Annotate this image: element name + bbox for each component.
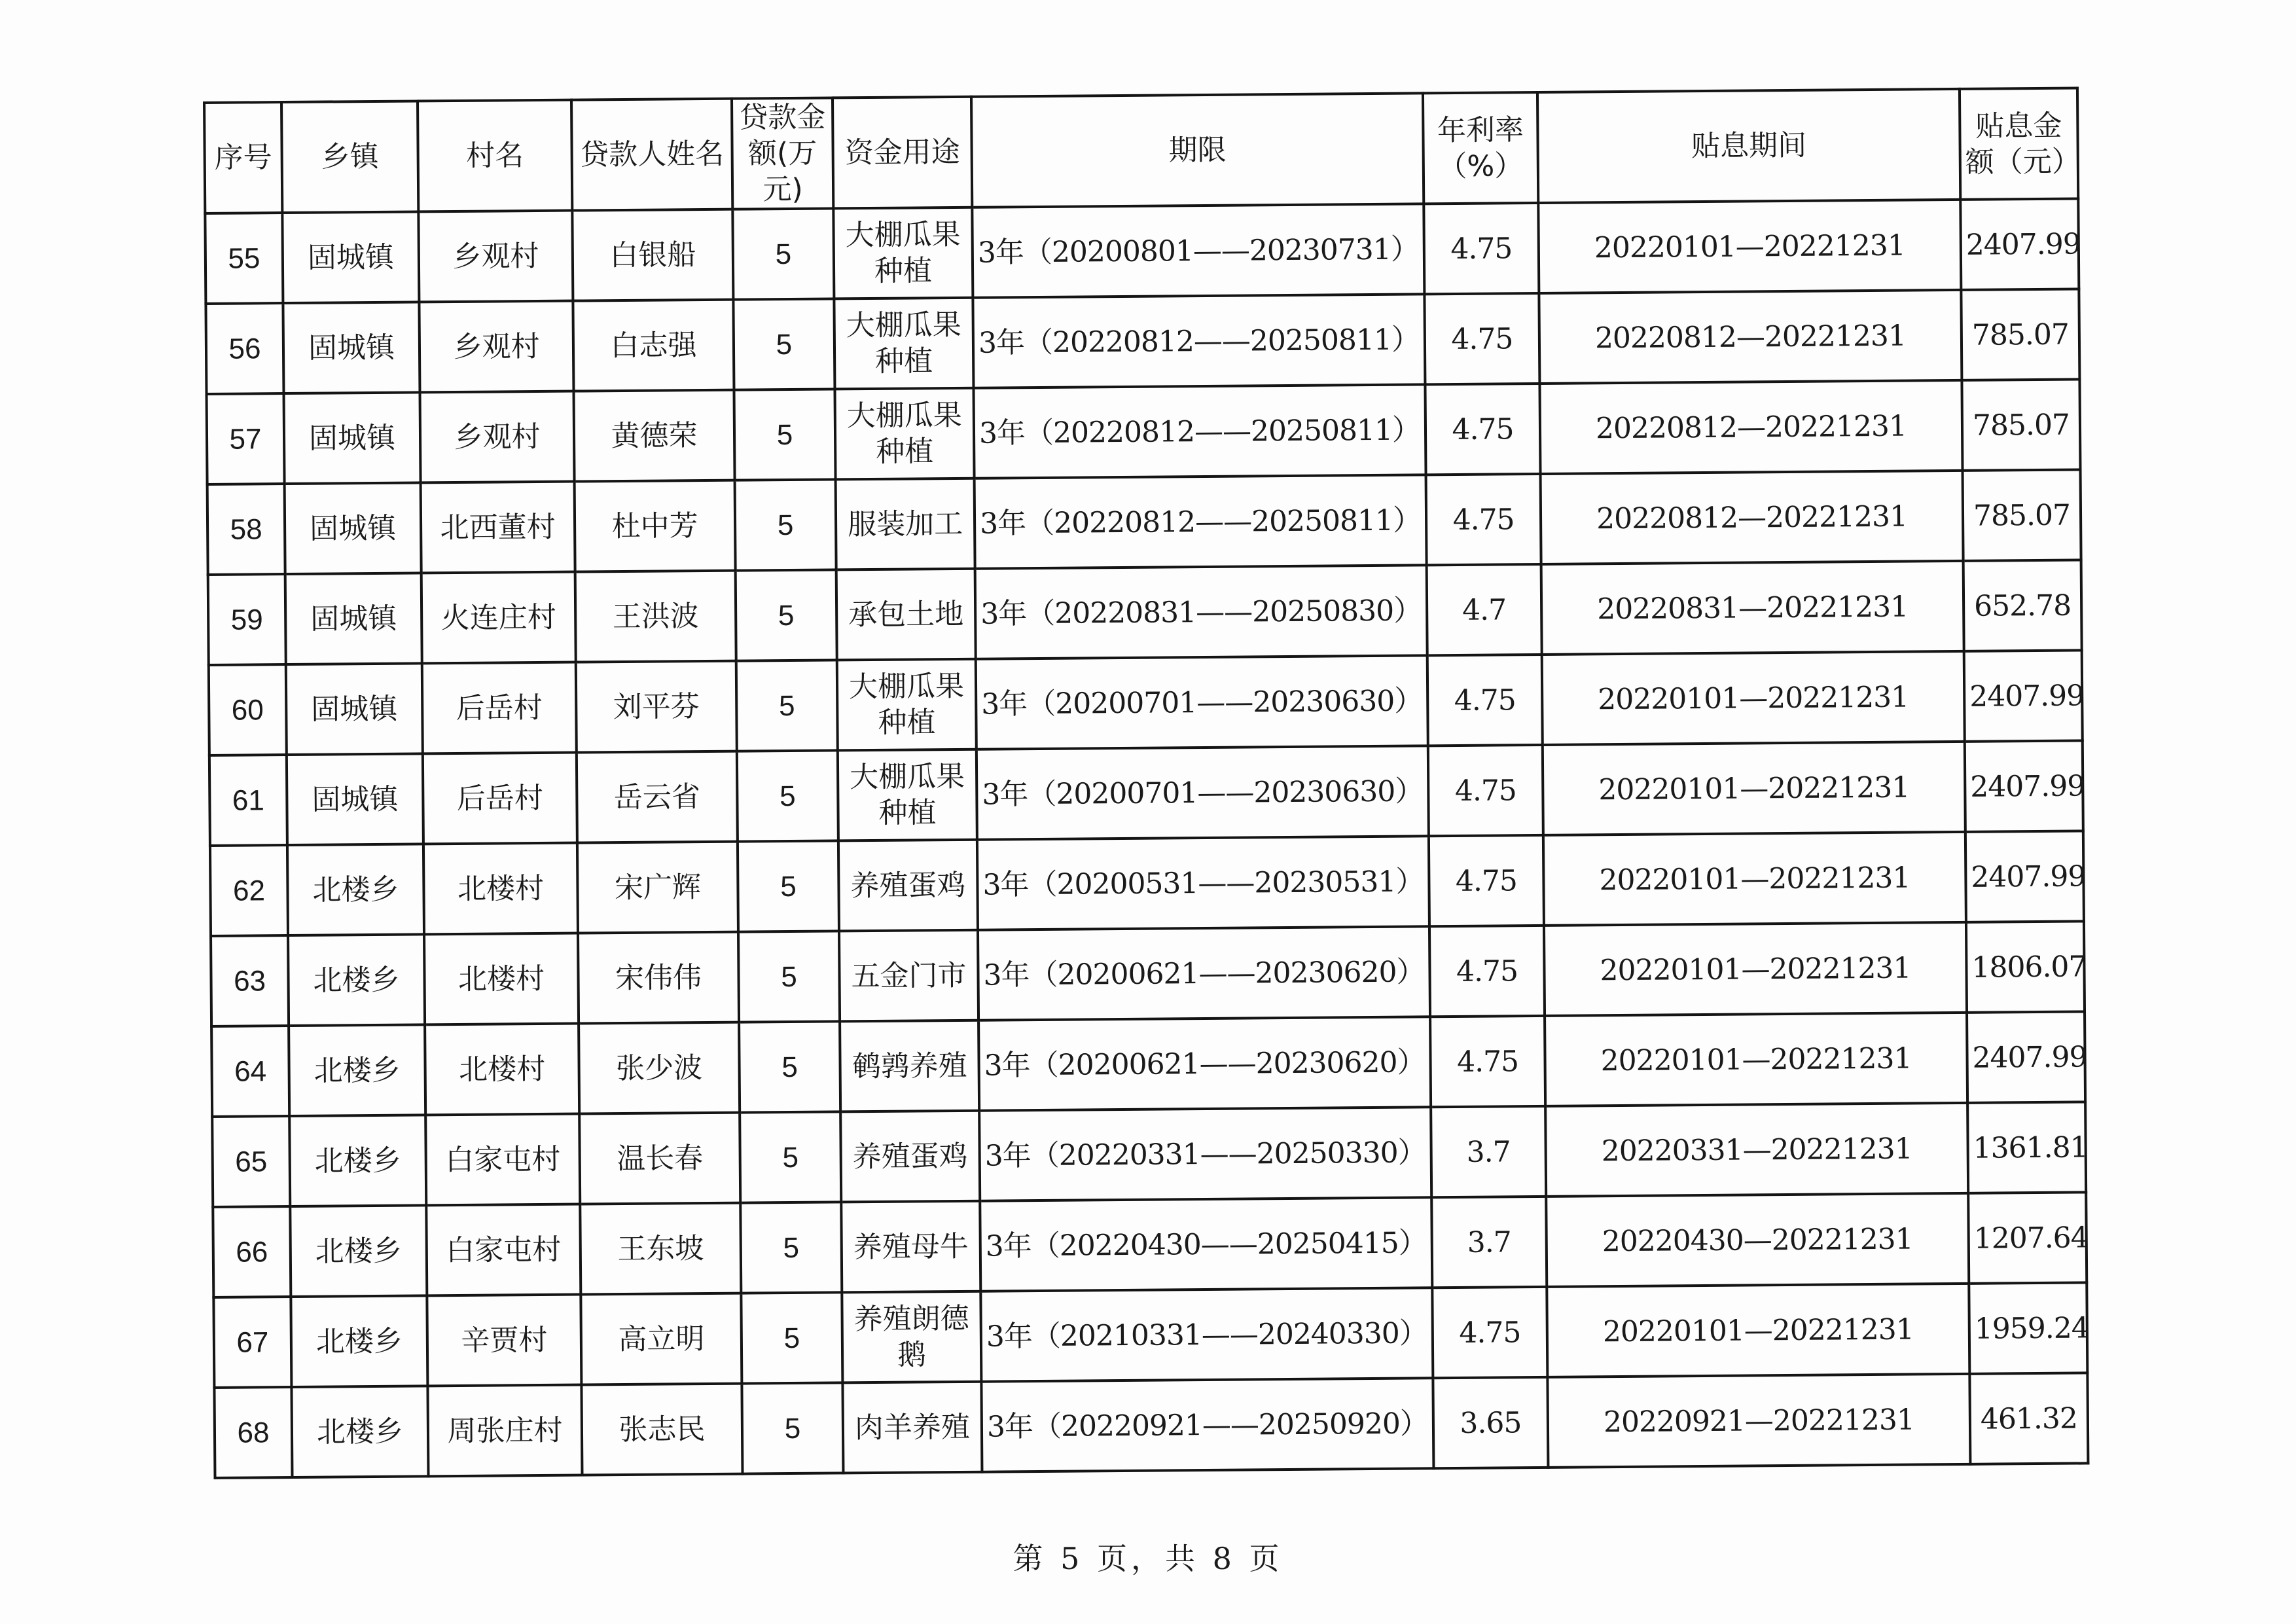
table-row: [214, 1373, 2088, 1477]
cell-borrower: 刘平芬: [576, 661, 737, 753]
cell-seq: 55: [205, 213, 283, 304]
cell-amount: 5: [736, 569, 837, 660]
cell-village: 乡观村: [420, 391, 575, 483]
cell-term: 3年（20220430——20250415）: [980, 1197, 1432, 1291]
cell-subsidy-amount: 461.32: [1969, 1373, 2088, 1464]
table-row: [206, 289, 2079, 393]
cell-subsidy-amount: 2407.99: [1964, 650, 2083, 741]
cell-town: 北楼乡: [291, 1295, 427, 1387]
cell-borrower: 宋广辉: [577, 842, 738, 933]
cell-amount: 5: [742, 1382, 843, 1473]
table-row: [211, 921, 2085, 1026]
cell-town: 北楼乡: [288, 934, 425, 1026]
header-rate: 年利率（%）: [1423, 92, 1538, 204]
cell-subsidy-period: 20220101—20221231: [1543, 742, 1965, 835]
cell-use: 大棚瓜果种植: [834, 298, 973, 389]
cell-subsidy-period: 20220101—20221231: [1543, 832, 1966, 926]
cell-town: 北楼乡: [289, 1115, 426, 1206]
cell-use: 肉羊养殖: [842, 1382, 982, 1473]
cell-subsidy-amount: 1361.81: [1967, 1102, 2086, 1193]
cell-village: 北楼村: [423, 843, 578, 935]
cell-seq: 58: [207, 484, 285, 575]
cell-amount: 5: [734, 389, 835, 480]
cell-seq: 62: [210, 845, 288, 936]
cell-seq: 68: [214, 1387, 292, 1478]
cell-town: 固城镇: [284, 392, 421, 484]
cell-amount: 5: [732, 208, 834, 299]
cell-term: 3年（20220812——20250811）: [975, 475, 1427, 568]
header-village: 村名: [418, 100, 572, 212]
table-body: [205, 199, 2088, 1478]
cell-term: 3年（20220831——20250830）: [975, 565, 1427, 659]
cell-seq: 56: [206, 303, 283, 394]
cell-use: 承包土地: [836, 569, 976, 660]
cell-subsidy-period: 20220812—20221231: [1539, 380, 1962, 474]
cell-rate: 4.75: [1426, 474, 1541, 565]
cell-use: 大棚瓜果种植: [838, 749, 977, 841]
header-seq: 序号: [204, 102, 282, 213]
cell-rate: 4.75: [1432, 1287, 1547, 1378]
cell-term: 3年（20220812——20250811）: [973, 384, 1426, 478]
table-row: [213, 1282, 2087, 1387]
cell-town: 固城镇: [286, 663, 423, 755]
cell-use: 服装加工: [836, 478, 975, 570]
cell-amount: 5: [733, 298, 834, 389]
cell-subsidy-amount: 785.07: [1961, 289, 2079, 380]
header-subsidy-amount: 贴息金额（元）: [1960, 88, 2078, 200]
table-row: [208, 560, 2082, 664]
cell-subsidy-period: 20220101—20221231: [1538, 200, 1961, 293]
loan-subsidy-table: [203, 86, 2089, 1479]
cell-village: 周张庄村: [427, 1385, 582, 1477]
cell-borrower: 白银船: [572, 209, 733, 301]
cell-town: 固城镇: [287, 753, 423, 845]
cell-town: 北楼乡: [291, 1386, 428, 1477]
cell-seq: 66: [213, 1206, 291, 1297]
page-indicator: 第 5 页，共 8 页: [1013, 1541, 1283, 1576]
cell-village: 辛贾村: [427, 1295, 581, 1386]
cell-rate: 4.75: [1427, 655, 1543, 746]
cell-village: 北楼村: [425, 1024, 579, 1115]
cell-term: 3年（20200621——20230620）: [978, 1017, 1431, 1110]
cell-subsidy-amount: 2407.99: [1960, 199, 2079, 290]
cell-borrower: 宋伟伟: [578, 932, 739, 1024]
cell-rate: 3.7: [1431, 1197, 1547, 1288]
table-row: [213, 1192, 2087, 1297]
cell-amount: 5: [741, 1292, 842, 1383]
cell-amount: 5: [738, 840, 839, 931]
cell-subsidy-amount: 2407.99: [1967, 1011, 2085, 1102]
cell-amount: 5: [736, 660, 838, 751]
cell-borrower: 王洪波: [575, 571, 736, 662]
cell-subsidy-period: 20220430—20221231: [1546, 1193, 1969, 1287]
cell-subsidy-amount: 785.07: [1963, 469, 2081, 560]
cell-town: 固城镇: [285, 573, 422, 664]
cell-seq: 57: [207, 393, 285, 484]
table-row: [207, 469, 2081, 574]
cell-subsidy-amount: 652.78: [1964, 560, 2082, 651]
cell-town: 固城镇: [285, 482, 422, 574]
cell-term: 3年（20200531——20230531）: [977, 836, 1429, 929]
cell-term: 3年（20200621——20230620）: [978, 926, 1430, 1020]
cell-amount: 5: [740, 1111, 841, 1202]
cell-borrower: 白志强: [573, 300, 734, 391]
cell-amount: 5: [740, 1202, 842, 1293]
cell-use: 养殖蛋鸡: [840, 1111, 980, 1202]
cell-rate: 3.7: [1431, 1106, 1546, 1197]
table-row: [211, 1011, 2085, 1116]
table-row: [207, 379, 2081, 484]
cell-village: 北西董村: [421, 482, 575, 573]
cell-borrower: 高立明: [581, 1293, 742, 1385]
cell-rate: 4.75: [1429, 926, 1545, 1017]
cell-use: 大棚瓜果种植: [837, 659, 977, 751]
cell-subsidy-period: 20220101—20221231: [1542, 651, 1965, 745]
cell-village: 乡观村: [418, 211, 573, 302]
cell-village: 白家屯村: [425, 1114, 580, 1206]
cell-borrower: 张志民: [581, 1384, 742, 1475]
cell-seq: 59: [208, 574, 286, 665]
cell-use: 鹌鹑养殖: [840, 1020, 979, 1112]
cell-town: 固城镇: [282, 211, 419, 303]
cell-use: 养殖蛋鸡: [838, 840, 978, 931]
cell-use: 大棚瓜果种植: [834, 388, 974, 480]
cell-seq: 60: [209, 664, 287, 755]
cell-village: 白家屯村: [426, 1204, 581, 1296]
cell-subsidy-period: 20220101—20221231: [1545, 1013, 1967, 1106]
cell-rate: 4.75: [1425, 384, 1540, 475]
table-row: [212, 1102, 2086, 1206]
cell-use: 五金门市: [839, 930, 978, 1022]
cell-rate: 3.65: [1433, 1377, 1548, 1468]
header-use: 资金用途: [833, 97, 972, 209]
cell-term: 3年（20200701——20230630）: [976, 655, 1428, 749]
cell-village: 北楼村: [424, 933, 579, 1025]
cell-seq: 64: [211, 1026, 289, 1117]
cell-village: 后岳村: [423, 753, 577, 844]
cell-subsidy-period: 20220921—20221231: [1547, 1374, 1970, 1468]
cell-amount: 5: [737, 750, 838, 841]
cell-borrower: 张少波: [579, 1022, 740, 1114]
cell-term: 3年（20200801——20230731）: [972, 204, 1424, 297]
cell-borrower: 黄德荣: [573, 390, 734, 482]
cell-subsidy-period: 20220812—20221231: [1539, 290, 1962, 384]
cell-borrower: 杜中芳: [575, 480, 736, 572]
header-amount: 贷款金额(万元): [732, 98, 833, 209]
table-header-row: [204, 88, 2078, 213]
cell-subsidy-period: 20220831—20221231: [1541, 561, 1964, 655]
cell-seq: 65: [212, 1116, 290, 1207]
cell-term: 3年（20220331——20250330）: [979, 1107, 1431, 1200]
cell-amount: 5: [735, 479, 836, 570]
cell-seq: 63: [211, 935, 289, 1026]
cell-term: 3年（20220812——20250811）: [973, 294, 1425, 388]
cell-rate: 4.75: [1429, 835, 1544, 926]
cell-subsidy-amount: 2407.99: [1965, 831, 2084, 922]
cell-seq: 61: [209, 755, 287, 846]
cell-rate: 4.75: [1430, 1016, 1545, 1107]
cell-borrower: 王东坡: [580, 1203, 741, 1295]
cell-town: 固城镇: [283, 302, 420, 393]
cell-borrower: 温长春: [579, 1113, 740, 1204]
cell-use: 养殖母牛: [841, 1201, 980, 1293]
cell-town: 北楼乡: [287, 844, 424, 935]
cell-town: 北楼乡: [290, 1205, 427, 1297]
cell-borrower: 岳云省: [577, 751, 738, 843]
table-row: [210, 831, 2084, 935]
cell-use: 养殖朗德鹅: [842, 1291, 981, 1383]
cell-subsidy-period: 20220331—20221231: [1545, 1103, 1968, 1197]
header-subsidy-period: 贴息期间: [1537, 89, 1960, 203]
cell-village: 乡观村: [419, 301, 573, 393]
cell-amount: 5: [739, 1021, 840, 1112]
cell-village: 后岳村: [422, 662, 577, 754]
cell-rate: 4.75: [1424, 203, 1539, 294]
cell-term: 3年（20220921——20250920）: [981, 1378, 1433, 1471]
cell-subsidy-period: 20220101—20221231: [1544, 922, 1967, 1016]
cell-rate: 4.75: [1424, 293, 1539, 384]
cell-term: 3年（20210331——20240330）: [980, 1288, 1433, 1381]
cell-town: 北楼乡: [289, 1024, 425, 1116]
cell-subsidy-amount: 1806.07: [1966, 921, 2085, 1012]
table-row: [209, 740, 2083, 845]
table-row: [209, 650, 2083, 755]
cell-village: 火连庄村: [422, 572, 576, 664]
header-town: 乡镇: [281, 101, 418, 213]
cell-seq: 67: [213, 1297, 291, 1388]
cell-term: 3年（20200701——20230630）: [977, 746, 1429, 839]
header-borrower: 贷款人姓名: [571, 99, 732, 211]
cell-subsidy-amount: 1207.64: [1968, 1192, 2087, 1283]
cell-subsidy-period: 20220101—20221231: [1547, 1284, 1969, 1377]
cell-amount: 5: [738, 931, 840, 1022]
cell-subsidy-amount: 1959.24: [1969, 1282, 2087, 1373]
cell-subsidy-amount: 785.07: [1962, 379, 2080, 470]
header-term: 期限: [971, 93, 1424, 207]
table-row: [205, 199, 2079, 304]
cell-subsidy-period: 20220812—20221231: [1541, 471, 1964, 564]
cell-rate: 4.75: [1428, 745, 1543, 836]
cell-use: 大棚瓜果种植: [833, 208, 973, 299]
cell-rate: 4.7: [1427, 564, 1542, 655]
cell-subsidy-amount: 2407.99: [1965, 740, 2083, 831]
